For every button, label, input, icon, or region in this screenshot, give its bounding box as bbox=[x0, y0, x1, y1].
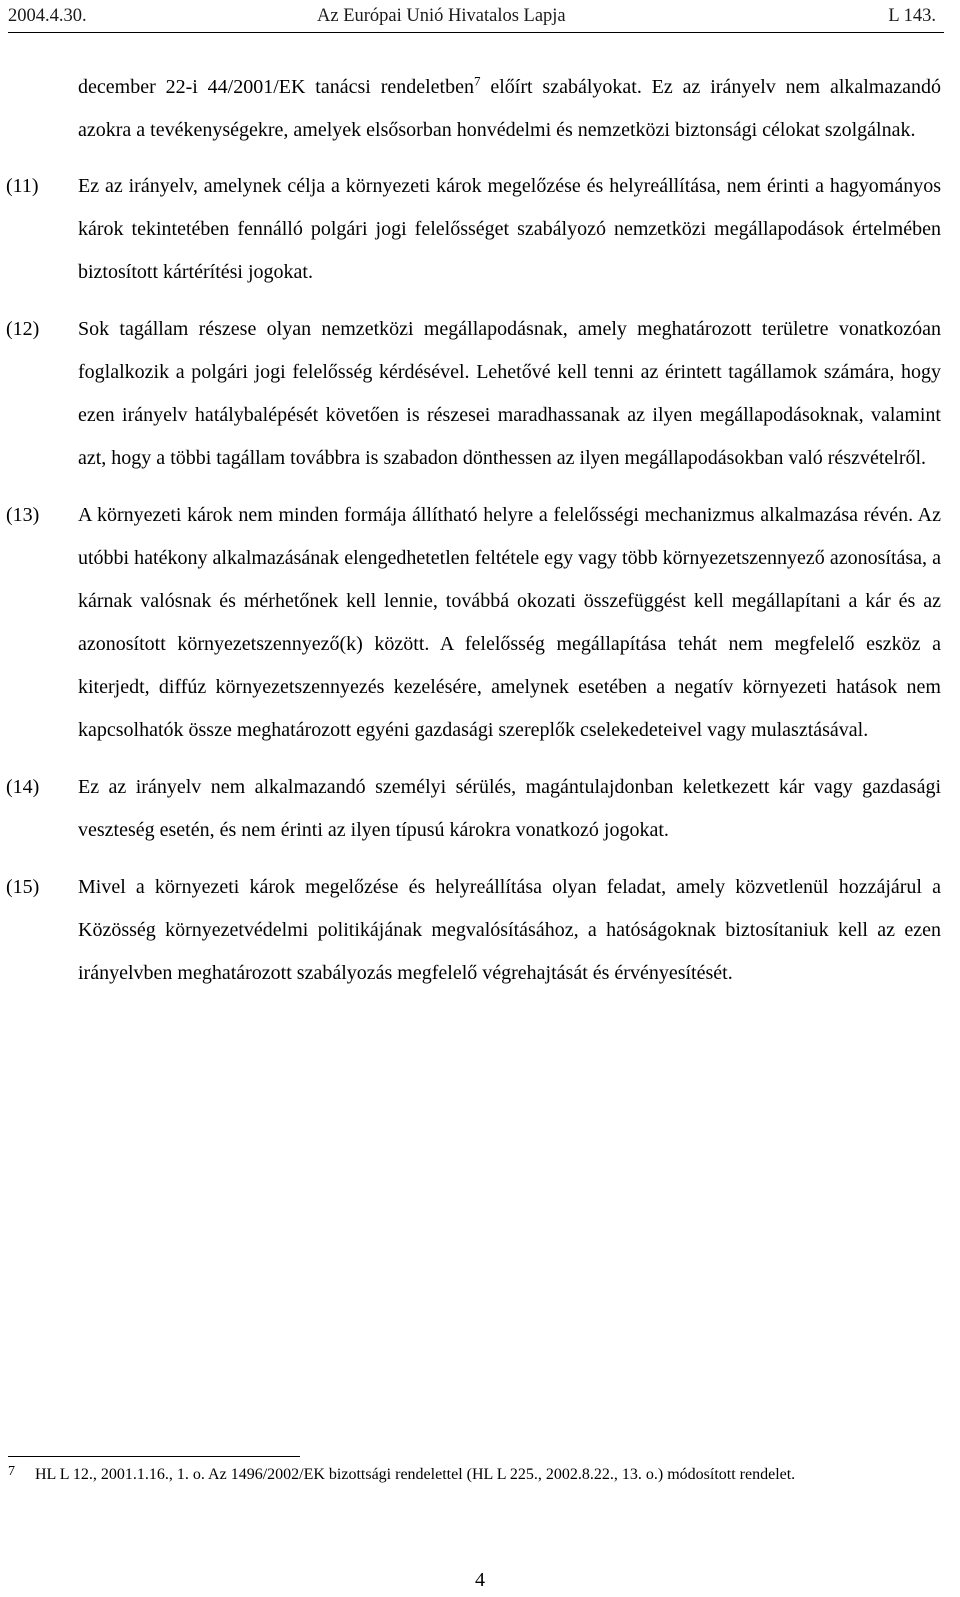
recital-13 bbox=[6, 494, 941, 752]
header-date: 2004.4.30. bbox=[8, 6, 87, 26]
recital-text: Ez az irányelv nem alkalmazandó személyi sérülés, magántulajdonban keletkezett kár vagy gazdasági veszteség esetén, és nem érinti az ilyen típusú károkra vonatkozó jogokat. bbox=[78, 776, 941, 841]
recital-text: A környezeti károk nem minden formája állítható helyre a felelősségi mechanizmus alkalmazása révén. Az utóbbi hatékony alkalmazásának elengedhetetlen feltétele egy vagy több környezetszennyező azonosítása, a kárnak valósnak és mérhetőnek kell lennie, továbbá okozati összefüggést kell megállapítani a kár és az azonosított környezetszennyező(k) között. A felelősség megállapítása tehát nem megfelelő eszköz a kiterjedt, diffúz környezetszennyezés kezelésére, amelynek esetében a negatív környezeti hatások nem kapcsolhatók össze meghatározott egyéni gazdasági szereplők cselekedeteivel vagy mulasztásával. bbox=[78, 504, 941, 741]
recital-number: (15) bbox=[6, 876, 40, 898]
page-number: 4 bbox=[475, 1569, 485, 1591]
footnote-reference: 7 bbox=[473, 73, 481, 89]
header-journal-title: Az Európai Unió Hivatalos Lapja bbox=[317, 6, 566, 26]
footnote-separator bbox=[8, 1456, 300, 1457]
recital-number: (13) bbox=[6, 504, 40, 526]
recital-12 bbox=[6, 308, 941, 480]
recital-14 bbox=[6, 766, 941, 852]
recital-text: Sok tagállam részese olyan nemzetközi megállapodásnak, amely meghatározott területre vonatkozóan foglalkozik a polgári jogi felelősség kérdésével. Lehetővé kell tenni az érintett tagállamok számára, hogy ezen irányelv hatálybalépését követően is részesei maradhassanak az ilyen megállapodásoknak, valamint azt, hogy a többi tagállam továbbra is szabadon dönthessen az ilyen megállapodásokban való részvételről. bbox=[78, 318, 941, 469]
recital-number: (14) bbox=[6, 776, 40, 798]
header-page-reference: L 143. bbox=[888, 6, 936, 26]
continuation-text-start: december 22-i 44/2001/EK tanácsi rendeletben bbox=[78, 76, 474, 98]
recital-15 bbox=[6, 866, 941, 995]
footnote-mark: 7 bbox=[8, 1464, 15, 1479]
continuation-text-end: előírt szabályokat. Ez az irányelv nem alkalmazandó azokra a tevékenységekre, amelyek elsősorban honvédelmi és nemzetközi biztonsági célokat szolgálnak. bbox=[78, 76, 941, 141]
footnote bbox=[8, 1464, 940, 1486]
header-rule bbox=[8, 32, 944, 33]
recital-text: Ez az irányelv, amelynek célja a környezeti károk megelőzése és helyreállítása, nem érinti a hagyományos károk tekintetében fennálló polgári jogi felelősséget szabályozó nemzetközi megállapodások értelmében biztosított kártérítési jogokat. bbox=[78, 175, 941, 283]
recital-11 bbox=[6, 165, 941, 294]
recital-number: (11) bbox=[6, 175, 39, 197]
recital-text: Mivel a környezeti károk megelőzése és helyreállítása olyan feladat, amely közvetlenül hozzájárul a Közösség környezetvédelmi politikájának megvalósításához, a hatóságoknak biztosítaniuk kell az ezen irányelvben meghatározott szabályozás megfelelő végrehajtását és érvényesítését. bbox=[78, 876, 941, 984]
document-body bbox=[6, 66, 941, 1009]
continuation-paragraph bbox=[78, 66, 941, 152]
recital-number: (12) bbox=[6, 318, 40, 340]
footnote-text: HL L 12., 2001.1.16., 1. o. Az 1496/2002/EK bizottsági rendelettel (HL L 225., 2002.8.22., 13. o.) módosított rendelet. bbox=[35, 1466, 796, 1483]
